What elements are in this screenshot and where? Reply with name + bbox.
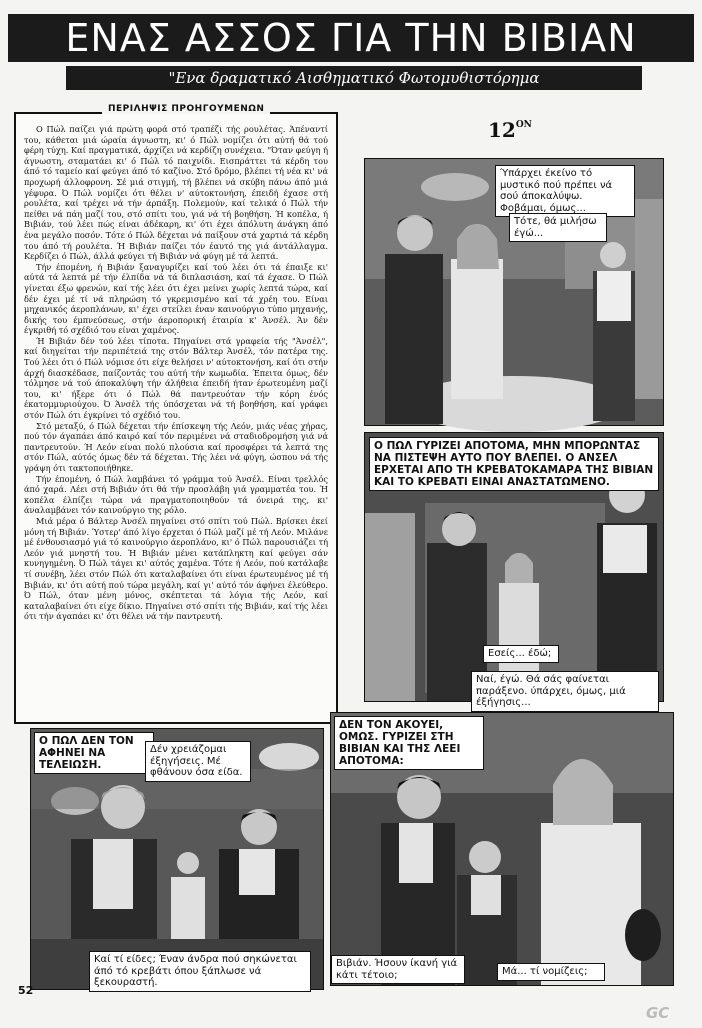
- episode-number-value: 12: [488, 118, 516, 142]
- recap-paragraph: Ο Πώλ παίζει γιά πρώτη φορά στό τραπέζι τής ρουλέτας. Άπέναντί του, κάθεται μιά ώραία άγνωστη, κι' ό Πώλ νομίζει ότι αύτή θά τού φέρη τύχη. Καί πραγματικά, άρχίζει νά κερδίζη συνέχεια. "Όταν φεύγη ή άγνωστη, σταματάει κι' ό Πώλ τό παιχνίδι. Εισπράττει τά κέρδη του άπό τό ταμείο καί φεύγει άπό τό καζίνο. Στό δρόμο, βλέπει τή νέα κι' νά προχωρή άλλοφρονη. Σέ μιά στιγμή, τή βλέπει νά σκύβη πάνω άπό μιά γέφυρα. Ό Πώλ νομίζει ότι θέλει ν' αύτοκτονήση, έπειδή έχασε στή ρουλέτα, καί τρέχει νά τήν άρπάξη. Πολεμούν, καί τελικά ό Πώλ τήν πείθει νά πάη μαζί του, στό σπίτι του, γιά νά τή βοηθήση. Ή κοπέλα, ή Βιβιάν, τού λέει πώς είναι άδέκαρη, κι' ότι έχει άπόλυτη άνάγκη άπό ένα μεγάλο ποσόν. Τότε ό Πώλ δέχεται νά παίξουν στά χαρτιά τά κέρδη του άπό τή ρουλέτα. Ή Βιβιάν παίζει τόν έαυτό της γιά άντάλλαγμα. Κερδίζει ό Πώλ, άλλά φεύγει τή Βιβιάν νά φύγη μέ τά λεπτά.: [24, 124, 328, 262]
- photo-panel-2: [364, 432, 664, 708]
- story-title: ΕΝΑΣ ΑΣΣΟΣ ΓΙΑ ΤΗΝ ΒΙΒΙΑΝ: [8, 14, 694, 62]
- recap-text: [24, 124, 328, 714]
- speech-bubble: Βιβιάν. Ήσουν ίκανή γιά κάτι τέτοιο;: [331, 955, 465, 984]
- recap-paragraph: Μιά μέρα ό Βάλτερ Άνσέλ πηγαίνει στό σπίτι τού Πώλ. Βρίσκει έκεί μόνη τή Βιβιάν. Ύστερ' άπό λίγο έρχεται ό Πώλ μαζί μέ τή Λεόν. Μιλάνε μέ ένθουσιασμό γιά τό καινούργιο άεροπλάνο, κι' ό Πώλ παρουσιάζει τή Λεόν γιά μνηστή του. Ή Βιβιάν μένει κατάπληκτη καί φεύγει σάν κυνηγημένη. Ό Πώλ τάγει κι' αύτός χαμένα. Τότε ή Λεόν, πού κατάλαβε τί συνέβη, λέει στόν Πώλ ότι καταλαβαίνει ότι είναι έρωτευμένος μέ τή Βιβιάν, κι' ότι αύτή πού τώρα μεγάλη, καί γι' αύτό τόν άφήνει έλεύθερο. Ό Πώλ, όταν μένη μόνος, σκέπτεται τά λόγια τής Λεόν, καί καταλαβαίνει ότι είχε δίκιο. Πηγαίνει στό σπίτι τής Βιβιάν, καί τής λέει ότι τήν άγαπάει κι' ότι θέλει νά τήν παντρευτή.: [24, 515, 328, 622]
- recap-heading: ΠΕΡΙΛΗΨΙΣ ΠΡΟΗΓΟΥΜΕΝΩΝ: [102, 104, 270, 114]
- photo-panel-3: [30, 728, 324, 990]
- photo-panel-1: [364, 158, 664, 426]
- episode-number: [488, 118, 532, 142]
- speech-bubble: Ύπάρχει έκείνο τό μυστικό πού πρέπει νά σού άποκαλύψω. Φοβάμαι, όμως...: [495, 165, 635, 217]
- watermark: GC: [646, 1004, 670, 1022]
- speech-bubble: Μά... τί νομίζεις;: [497, 963, 605, 981]
- speech-bubble: Δέν χρειάζομαι έξηγήσεις. Μέ φθάνουν όσα είδα.: [145, 741, 251, 782]
- speech-bubble: Εσείς... έδώ;: [483, 645, 559, 663]
- speech-bubble: Ναί, έγώ. Θά σάς φαίνεται παράξενο. ύπάρχει, όμως, μιά έξήγησις...: [471, 671, 659, 712]
- narration-caption: Ο ΠΩΛ ΔΕΝ ΤΟΝ ΑΦΗΝΕΙ ΝΑ ΤΕΛΕΙΩΣΗ.: [34, 732, 154, 774]
- photo-panel-4: [330, 712, 674, 986]
- recap-paragraph: Στό μεταξύ, ό Πώλ δέχεται τήν έπίσκεψη τής Λεόν, μιάς νέας χήρας, πού τόν άγαπάει άπό καιρό καί τόν περιμένει νά σταδιοδρομήση γιά νά παντρευτούν. Ή Λεόν είναι πολύ πλούσια καί προσφέρει τά λεπτά της στόν Πώλ, αύτός όμως δέν τά δέχεται. Τής λέει νά φύγη, ώσπου νά τής γράψη ότι τακτοποιήθηκε.: [24, 420, 328, 473]
- recap-paragraph: Ή Βιβιάν δέν τού λέει τίποτα. Πηγαίνει στά γραφεία τής "Άνσέλ", καί διηγείται τήν περιπέτειά της στόν Βάλτερ Άνσέλ, τόν πατέρα της. Τού λέει ότι ό Πώλ νόμισε ότι είχε θελήσει ν' αύτοκτονήση, καί ότι στήν άρχή διασκέδασε, παίζοντάς του αύτή τήν κωμωδία. Έπειτα όμως, δέν τόλμησε νά τού άποκαλύψη τήν άλήθεια έπειδή ήταν έρωτευμένη μαζί του, κι' ήξερε ότι ό Πώλ θά παντρευόταν τήν κόρη ένός έκατομμυριούχου. Ό Άνσέλ τής ύπόσχεται νά τή βοηθήση, καί γράφει στόν Πώλ ότι έγκρίνει τό σχέδιό του.: [24, 335, 328, 421]
- recap-paragraph: Τήν έπομένη, ή Βιβιάν ξαναγυρίζει καί τού λέει ότι τά έπαιξε κι' αύτά τά λεπτά μέ τήν έλπίδα νά τά διπλασιάση, καί τά έχασε. Ό Πώλ γίνεται έξω φρενών, καί τής λέει ότι έχει μείνει χωρίς λεπτά τώρα, καί δέν έχει μέ τί νά πληρώση τό γκρεμισμένο καί τά χρέη του. Είναι μηχανικός άεροπλάνων, κι' έχει στείλει έναν καινούργιο τύπο μηχανής, δικής του έμπνεύσεως, στήν άεροπορική έταιρία κ' Άνσέλ. Άν δέν έγκριθή τό σχέδιό του είναι χαμένος.: [24, 261, 328, 336]
- episode-number-suffix: ΟΝ: [515, 120, 532, 130]
- recap-box: [14, 104, 338, 724]
- page-number: 52: [18, 984, 34, 997]
- story-subtitle: "Ενα δραματικό Αισθηματικό Φωτομυθιστόρημα: [66, 66, 642, 90]
- speech-bubble: Καί τί είδες; Έναν άνδρα πού σηκώνεται άπό τό κρεβάτι όπου ξάπλωσε νά ξεκουραστή.: [89, 951, 311, 992]
- narration-caption: Ο ΠΩΛ ΓΥΡΙΖΕΙ ΑΠΟΤΟΜΑ, ΜΗΝ ΜΠΟΡΩΝΤΑΣ ΝΑ ΠΙΣΤΕΨΗ ΑΥΤΟ ΠΟΥ ΒΛΕΠΕΙ. Ο ΑΝΣΕΛ ΕΡΧΕΤΑΙ ΑΠΟ ΤΗ ΚΡΕΒΑΤΟΚΑΜΑΡΑ ΤΗΣ ΒΙΒΙΑΝ ΚΑΙ ΤΟ ΚΡΕΒΑΤΙ ΕΙΝΑΙ ΑΝΑΣΤΑΤΩΜΕΝΟ.: [369, 437, 659, 491]
- narration-caption: ΔΕΝ ΤΟΝ ΑΚΟΥΕΙ, ΟΜΩΣ. ΓΥΡΙΖΕΙ ΣΤΗ ΒΙΒΙΑΝ ΚΑΙ ΤΗΣ ΛΕΕΙ ΑΠΟΤΟΜΑ:: [334, 716, 484, 770]
- recap-paragraph: Τήν έπομένη, ό Πώλ λαμβάνει τό γράμμα τού Άνσέλ. Είναι τρελλός άπό χαρά. Λέει στή Βιβιάν ότι θά τήν προσλάβη γιά γραμματέα του. Ή κοπέλα έλπίζει τώρα νά πραγματοποιηθούν τά όνειρά της, κι' άναλαμβάνει τόν καινούργιο της ρόλο.: [24, 473, 328, 516]
- speech-bubble: Τότε, θά μιλήσω έγώ...: [509, 213, 607, 242]
